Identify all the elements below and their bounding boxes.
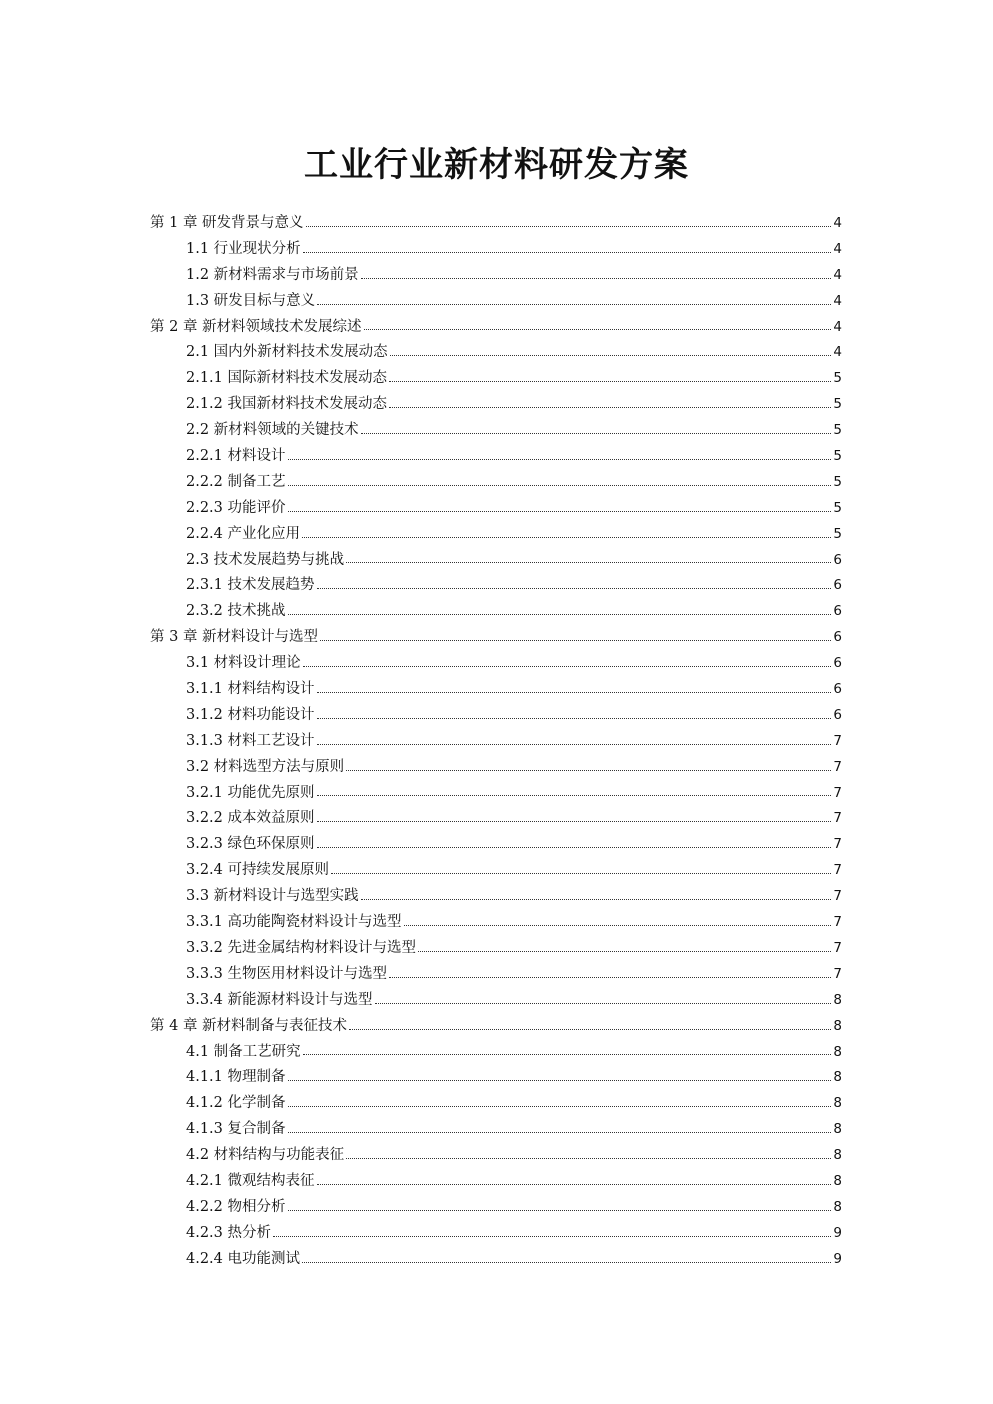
toc-entry-label: 2.3 技术发展趋势与挑战 [186,551,345,568]
toc-dot-leader [288,485,832,486]
toc-entry-label: 3.2 材料选型方法与原则 [186,758,345,775]
toc-page-number: 8 [833,1095,842,1112]
toc-dot-leader [361,899,832,900]
toc-section-entry[interactable] [150,1091,842,1117]
toc-entry-label: 3.1.2 材料功能设计 [186,706,315,723]
toc-page-number: 7 [833,939,842,956]
toc-entry-label: 2.3.2 技术挑战 [186,603,286,620]
toc-entry-label: 3.3.3 生物医用材料设计与选型 [186,965,388,982]
toc-dot-leader [390,355,832,356]
toc-page-number: 7 [833,810,842,827]
toc-page-number: 6 [833,706,842,723]
toc-page-number: 4 [833,292,842,309]
toc-entry-label: 4.2.4 电功能测试 [186,1250,301,1267]
toc-section-entry[interactable] [150,418,842,444]
toc-page-number: 4 [833,318,842,335]
toc-dot-leader [302,537,831,538]
toc-entry-label: 4.1 制备工艺研究 [186,1043,301,1060]
toc-dot-leader [364,329,832,330]
toc-entry-label: 4.2.2 物相分析 [186,1198,286,1215]
toc-entry-label: 2.1 国内外新材料技术发展动态 [186,344,388,361]
toc-page-number: 5 [833,473,842,490]
toc-dot-leader [317,847,832,848]
toc-dot-leader [303,666,832,667]
toc-section-entry[interactable] [150,1117,842,1143]
toc-dot-leader [361,278,832,279]
toc-page-number: 6 [833,681,842,698]
toc-section-entry[interactable] [150,340,842,366]
toc-section-entry[interactable] [150,703,842,729]
toc-section-entry[interactable] [150,522,842,548]
toc-dot-leader [346,770,831,771]
toc-page-number: 5 [833,396,842,413]
toc-entry-label: 4.2.1 微观结构表征 [186,1172,315,1189]
toc-page-number: 7 [833,862,842,879]
toc-entry-label: 1.2 新材料需求与市场前景 [186,266,359,283]
toc-chapter-entry[interactable] [150,315,842,341]
toc-entry-label: 第 3 章 新材料设计与选型 [150,629,319,646]
toc-dot-leader [317,692,832,693]
toc-entry-label: 3.3.2 先进金属结构材料设计与选型 [186,939,417,956]
toc-entry-label: 2.2.4 产业化应用 [186,525,301,542]
toc-section-entry[interactable] [150,677,842,703]
toc-chapter-entry[interactable] [150,1014,842,1040]
toc-entry-label: 3.2.2 成本效益原则 [186,810,315,827]
toc-entry-label: 2.2.1 材料设计 [186,448,286,465]
toc-entry-label: 4.1.1 物理制备 [186,1069,286,1086]
toc-page-number: 7 [833,836,842,853]
toc-dot-leader [418,951,831,952]
toc-dot-leader [288,1106,832,1107]
toc-section-entry[interactable] [150,1065,842,1091]
toc-page-number: 8 [833,1147,842,1164]
toc-entry-label: 4.2 材料结构与功能表征 [186,1147,345,1164]
toc-section-entry[interactable] [150,988,842,1014]
toc-section-entry[interactable] [150,444,842,470]
toc-page-number: 5 [833,422,842,439]
toc-section-entry[interactable] [150,573,842,599]
toc-dot-leader [317,744,832,745]
toc-page-number: 6 [833,603,842,620]
document-title: 工业行业新材料研发方案 [304,145,689,185]
toc-entry-label: 3.3.4 新能源材料设计与选型 [186,991,373,1008]
toc-entry-label: 1.3 研发目标与意义 [186,292,316,309]
toc-dot-leader [389,407,831,408]
toc-page-number: 8 [833,1043,842,1060]
toc-page-number: 5 [833,499,842,516]
toc-page-number: 5 [833,525,842,542]
toc-section-entry[interactable] [150,237,842,263]
toc-dot-leader [288,1210,832,1211]
toc-page-number: 7 [833,732,842,749]
toc-dot-leader [317,304,831,305]
toc-section-entry[interactable] [150,936,842,962]
toc-page-number: 4 [833,215,842,231]
toc-page-number: 8 [833,1172,842,1189]
toc-dot-leader [375,1003,832,1004]
toc-page-number: 6 [833,655,842,672]
toc-dot-leader [389,977,831,978]
toc-dot-leader [389,381,831,382]
toc-dot-leader [346,1158,831,1159]
toc-entry-label: 2.2.2 制备工艺 [186,473,286,490]
toc-page-number: 4 [833,344,842,361]
toc-dot-leader [273,1236,831,1237]
toc-entry-label: 3.1.3 材料工艺设计 [186,732,315,749]
toc-entry-label: 第 1 章 研发背景与意义 [150,215,304,231]
toc-page-number: 8 [833,991,842,1008]
toc-dot-leader [317,588,832,589]
toc-page-number: 4 [833,240,842,257]
toc-page-number: 7 [833,784,842,801]
toc-page-number: 7 [833,758,842,775]
toc-section-entry[interactable] [150,496,842,522]
toc-section-entry[interactable] [150,832,842,858]
table-of-contents [150,211,842,1273]
toc-dot-leader [317,795,832,796]
toc-page-number: 9 [833,1250,842,1267]
toc-entry-label: 1.1 行业现状分析 [186,240,301,257]
toc-entry-label: 4.2.3 热分析 [186,1224,272,1241]
toc-entry-label: 3.2.1 功能优先原则 [186,784,315,801]
toc-page-number: 8 [833,1198,842,1215]
toc-page-number: 6 [833,629,842,646]
toc-section-entry[interactable] [150,1247,842,1273]
toc-page-number: 7 [833,965,842,982]
toc-dot-leader [320,640,831,641]
toc-section-entry[interactable] [150,962,842,988]
toc-entry-label: 2.1.2 我国新材料技术发展动态 [186,396,388,413]
toc-section-entry[interactable] [150,366,842,392]
toc-chapter-entry[interactable] [150,211,842,237]
toc-entry-label: 3.2.4 可持续发展原则 [186,862,330,879]
toc-chapter-entry[interactable] [150,625,842,651]
toc-dot-leader [288,614,832,615]
toc-section-entry[interactable] [150,263,842,289]
toc-section-entry[interactable] [150,470,842,496]
toc-dot-leader [288,1080,832,1081]
toc-section-entry[interactable] [150,910,842,936]
toc-dot-leader [346,562,831,563]
toc-page-number: 7 [833,888,842,905]
toc-page-number: 8 [833,1017,842,1034]
toc-dot-leader [303,252,832,253]
toc-entry-label: 3.1.1 材料结构设计 [186,681,315,698]
toc-entry-label: 3.3 新材料设计与选型实践 [186,888,359,905]
toc-section-entry[interactable] [150,1221,842,1247]
toc-entry-label: 3.3.1 高功能陶瓷材料设计与选型 [186,914,402,931]
toc-section-entry[interactable] [150,289,842,315]
toc-page-number: 5 [833,448,842,465]
toc-entry-label: 第 4 章 新材料制备与表征技术 [150,1017,348,1034]
toc-section-entry[interactable] [150,1143,842,1169]
toc-entry-label: 第 2 章 新材料领域技术发展综述 [150,318,362,335]
toc-section-entry[interactable] [150,806,842,832]
toc-entry-label: 2.1.1 国际新材料技术发展动态 [186,370,388,387]
toc-dot-leader [331,873,831,874]
toc-dot-leader [288,511,832,512]
toc-dot-leader [303,1054,832,1055]
toc-section-entry[interactable] [150,651,842,677]
toc-page-number: 6 [833,577,842,594]
toc-page-number: 8 [833,1069,842,1086]
toc-section-entry[interactable] [150,858,842,884]
toc-dot-leader [349,1029,831,1030]
toc-page-number: 9 [833,1224,842,1241]
toc-dot-leader [288,1132,832,1133]
toc-section-entry[interactable] [150,729,842,755]
toc-section-entry[interactable] [150,755,842,781]
toc-section-entry[interactable] [150,781,842,807]
toc-dot-leader [317,821,832,822]
toc-section-entry[interactable] [150,1195,842,1221]
toc-section-entry[interactable] [150,392,842,418]
toc-section-entry[interactable] [150,884,842,910]
toc-entry-label: 4.1.2 化学制备 [186,1095,286,1112]
toc-entry-label: 2.2 新材料领域的关键技术 [186,422,359,439]
toc-page-number: 6 [833,551,842,568]
toc-section-entry[interactable] [150,1169,842,1195]
toc-page-number: 4 [833,266,842,283]
toc-dot-leader [404,925,832,926]
toc-dot-leader [317,1184,832,1185]
toc-entry-label: 3.2.3 绿色环保原则 [186,836,315,853]
toc-entry-label: 4.1.3 复合制备 [186,1121,286,1138]
toc-entry-label: 3.1 材料设计理论 [186,655,301,672]
toc-dot-leader [317,718,832,719]
toc-page-number: 5 [833,370,842,387]
toc-dot-leader [361,433,832,434]
toc-entry-label: 2.2.3 功能评价 [186,499,286,516]
toc-page-number: 7 [833,914,842,931]
toc-page-number: 8 [833,1121,842,1138]
toc-dot-leader [302,1262,831,1263]
toc-section-entry[interactable] [150,1040,842,1066]
toc-section-entry[interactable] [150,599,842,625]
toc-section-entry[interactable] [150,548,842,574]
toc-dot-leader [306,226,832,227]
toc-dot-leader [288,459,832,460]
toc-entry-label: 2.3.1 技术发展趋势 [186,577,315,594]
